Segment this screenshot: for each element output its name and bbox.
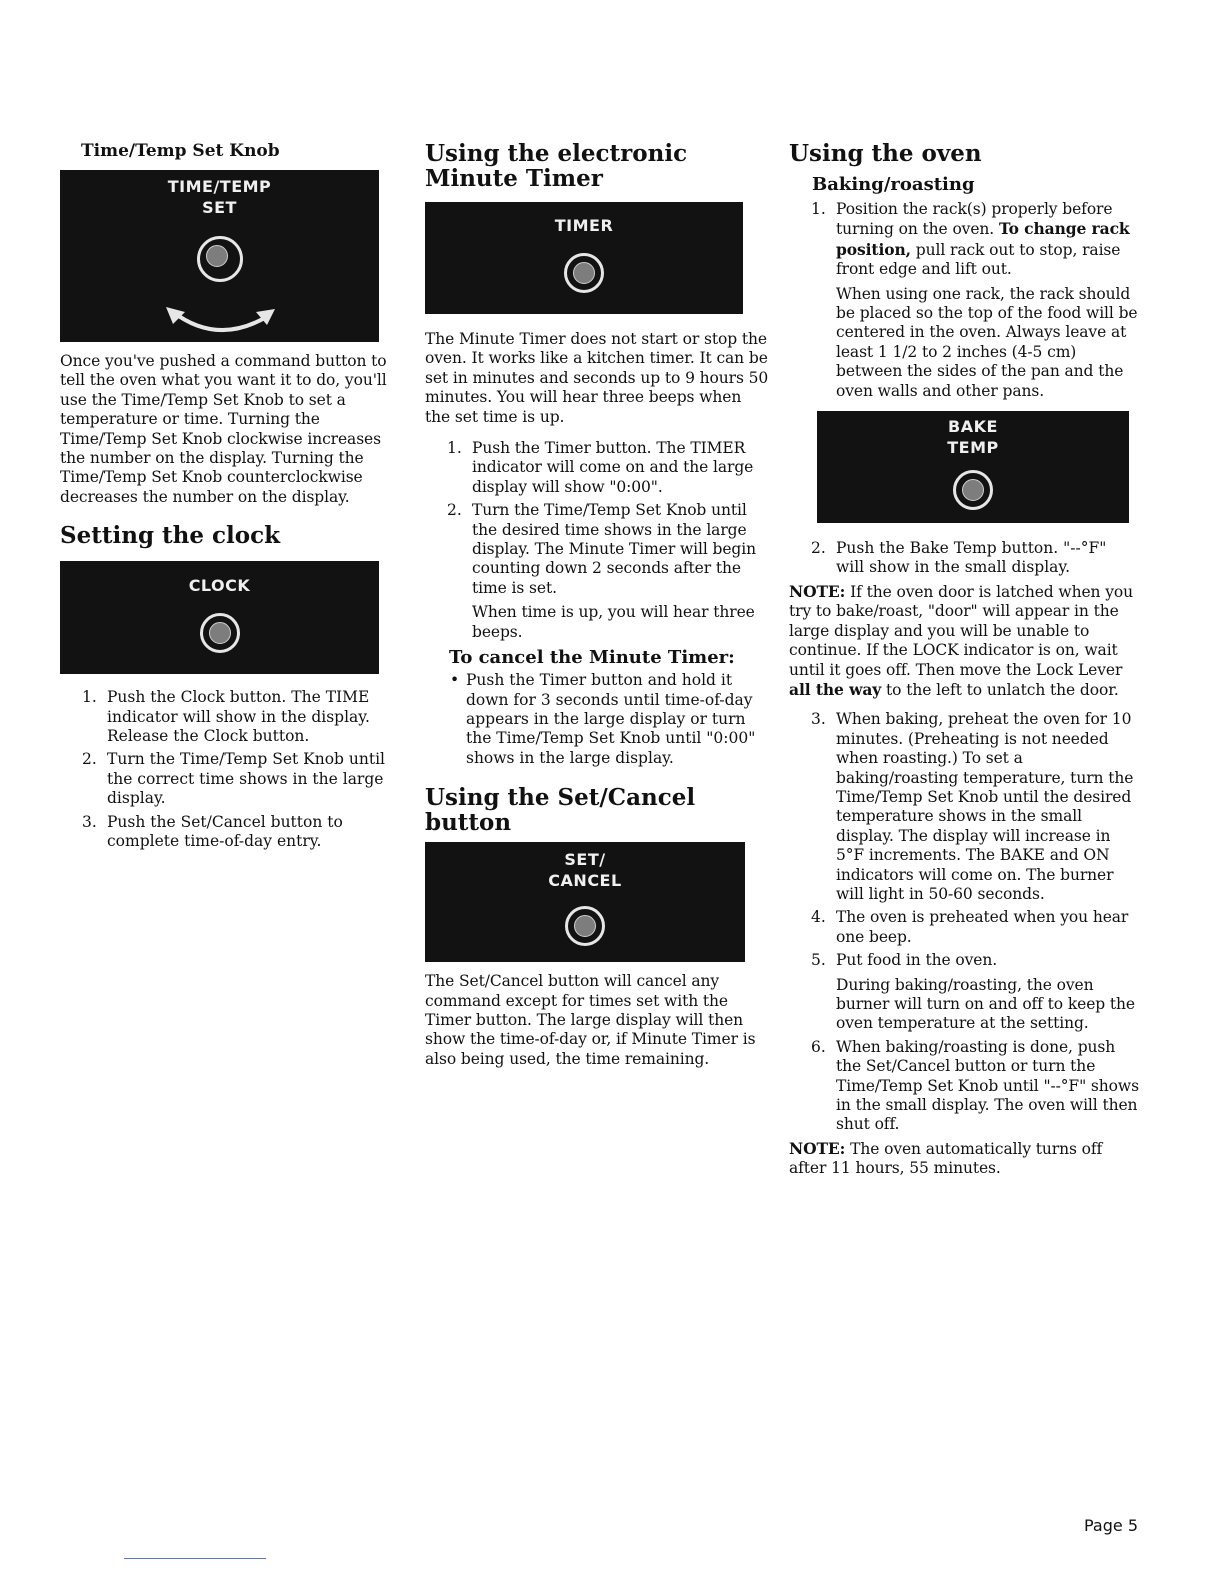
setcancel-heading: Using the Set/Cancel button xyxy=(425,784,696,837)
clock-panel xyxy=(60,561,379,674)
list-item: 3. Push the Set/Cancel button to complete time-of-day entry. xyxy=(82,812,343,851)
setcancel-panel xyxy=(425,842,745,962)
list-item: 2. Push the Bake Temp button. "--°F" will show in the small display. xyxy=(811,539,1107,577)
column-right xyxy=(789,141,1139,1179)
timer-steps xyxy=(425,439,771,642)
knob-panel-label: TIME/TEMP xyxy=(167,177,272,196)
clock-heading: Setting the clock xyxy=(60,522,281,550)
column-middle xyxy=(425,141,771,1069)
knob-intro: Once you've pushed a command button to tell the oven what you want it to do, you'll use the Time/Temp Set Knob to set a temperature or time. Turning the Time/Temp Set Knob clockwise increases the number on the display. Turning the Time/Temp Set Knob counterclockwise decreases the number on the display. xyxy=(60,352,387,506)
bake-temp-panel xyxy=(817,411,1129,523)
list-item: 2. Turn the Time/Temp Set Knob until the desired time shows in the large display. The Minute Timer will begin counting down 2 seconds after the time is set. When time is up, you will hear three beeps. xyxy=(447,501,756,641)
page-number: Page 5 xyxy=(1084,1516,1138,1535)
oven-step-2 xyxy=(789,539,1139,578)
list-item: 3. When baking, preheat the oven for 10 minutes. (Preheating is not needed when roasting.) To set a baking/roasting temperature, turn the Time/Temp Set Knob until the desired temperature shows in the small display. The display will increase in 5°F increments. The BAKE and ON indicators will come on. The burner will light in 50-60 seconds. xyxy=(811,710,1134,903)
knob-icon xyxy=(197,236,243,282)
cancel-timer-list xyxy=(425,671,771,768)
oven-steps-later xyxy=(789,710,1139,1135)
setcancel-knob-icon xyxy=(565,906,605,946)
list-item: 1. Push the Timer button. The TIMER indicator will come on and the large display will show "0:00". xyxy=(447,439,754,496)
knob-panel-label-2: SET xyxy=(202,198,237,217)
oven-steps-start xyxy=(789,200,1139,401)
timer-knob-icon xyxy=(564,253,604,293)
clock-panel-label: CLOCK xyxy=(188,576,251,596)
list-item: 1. Position the rack(s) properly before turning on the oven. To change rack position, pull rack out to stop, raise front edge and lift out. When using one rack, the rack should be placed so the top of the food will be centered in the oven. Always leave at least 1 1/2 to 2 inches (4-5 cm) between the sides of the pan and the oven walls and other pans. xyxy=(811,200,1138,400)
note-door-latched: NOTE: If the oven door is latched when you try to bake/roast, "door" will appear in the large display and you will be unable to continue. If the LOCK indicator is on, wait until it goes off. Then move the Lock Lever all the way to the left to unlatch the door. xyxy=(789,581,1134,699)
setcancel-text: The Set/Cancel button will cancel any command except for times set with the Timer button. The large display will then show the time-of-day or, if Minute Timer is also being used, the time remaining. xyxy=(425,972,756,1068)
bake-knob-icon xyxy=(953,470,993,510)
timer-panel xyxy=(425,202,743,314)
setcancel-panel-label: SET/ xyxy=(564,850,606,870)
clock-steps xyxy=(60,688,406,851)
list-item: 4. The oven is preheated when you hear one beep. xyxy=(811,908,1129,946)
cancel-timer-heading: To cancel the Minute Timer: xyxy=(449,647,735,669)
divider xyxy=(124,1558,266,1559)
list-item: 2. Turn the Time/Temp Set Knob until the correct time shows in the large display. xyxy=(82,750,385,808)
list-item: • Push the Timer button and hold it down for 3 seconds until time-of-day appears in the large display or turn the Time/Temp Set Knob until "0:00" shows in the large display. xyxy=(450,671,756,767)
bake-panel-label-2: TEMP xyxy=(947,438,999,458)
knob-caption: Time/Temp Set Knob xyxy=(81,141,280,161)
clockwise-arrow-icon xyxy=(163,306,283,342)
setcancel-panel-label-2: CANCEL xyxy=(548,871,622,891)
timer-heading: Using the electronic Minute Timer xyxy=(425,140,688,192)
timer-panel-label: TIMER xyxy=(554,216,614,235)
timer-intro: The Minute Timer does not start or stop the oven. It works like a kitchen timer. It can be set in minutes and seconds up to 9 hours 50 minutes. You will hear three beeps when the set time is up. xyxy=(425,330,769,426)
list-item: 5. Put food in the oven. During baking/roasting, the oven burner will turn on and off to keep the oven temperature at the setting. xyxy=(811,951,1136,1033)
knob-panel xyxy=(60,170,379,342)
clock-knob-icon xyxy=(200,613,240,653)
bake-panel-label: BAKE xyxy=(948,417,998,437)
baking-heading: Baking/roasting xyxy=(812,174,975,195)
list-item: 6. When baking/roasting is done, push the Set/Cancel button or turn the Time/Temp Set Knob until "--°F" shows in the small display. The oven will then shut off. xyxy=(811,1037,1139,1134)
note-auto-off: NOTE: The oven automatically turns off after 11 hours, 55 minutes. xyxy=(789,1138,1103,1178)
column-left xyxy=(60,141,406,856)
list-item: 1. Push the Clock button. The TIME indicator will show in the display. Release the Clock button. xyxy=(82,688,370,746)
oven-heading: Using the oven xyxy=(789,140,982,167)
